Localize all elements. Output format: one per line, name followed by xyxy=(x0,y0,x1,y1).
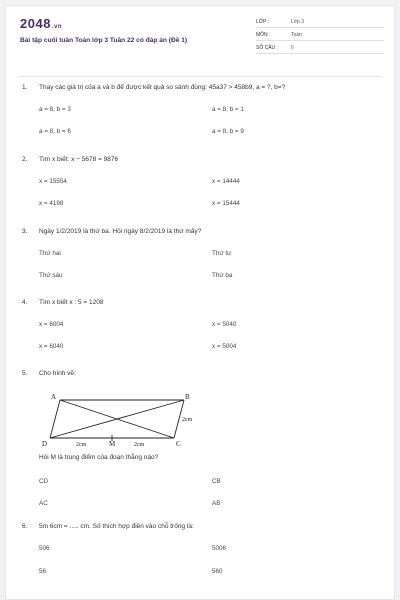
label-d: D xyxy=(42,440,48,448)
answer-option[interactable]: Thứ ba xyxy=(212,272,233,279)
header-divider xyxy=(18,76,382,77)
answer-option[interactable]: x = 5040 xyxy=(212,321,237,328)
answer-option[interactable]: AB xyxy=(212,500,221,507)
question-text: Tìm x biết: x − 5678 = 9876 xyxy=(39,156,119,163)
meta-key: LỚP : xyxy=(256,19,270,25)
question-text: Cho hình vẽ: xyxy=(39,370,76,377)
answer-option[interactable]: a = 8, b = 1 xyxy=(212,106,244,113)
answer-option[interactable]: a = 8, b = 3 xyxy=(39,106,71,113)
question-subtext: Hỏi M là trung điểm của đoạn thẳng nào? xyxy=(39,454,159,461)
question-number: 6. xyxy=(22,523,28,530)
label-b: B xyxy=(185,393,190,401)
answer-option[interactable]: 506 xyxy=(39,545,50,552)
answer-option[interactable]: x = 6040 xyxy=(39,343,64,350)
meta-value: 6 xyxy=(291,45,294,51)
meta-table xyxy=(256,17,384,56)
answer-option[interactable]: CB xyxy=(212,478,221,485)
answer-option[interactable]: Thứ hai xyxy=(39,250,61,257)
answer-option[interactable]: x = 6004 xyxy=(39,321,64,328)
answer-option[interactable]: a = 8, b = 9 xyxy=(212,128,244,135)
label-a: A xyxy=(51,393,57,401)
answer-option[interactable]: 560 xyxy=(212,568,223,575)
diagonal-db xyxy=(50,400,184,438)
question-text: Tìm x biết x : 5 = 1208 xyxy=(39,299,104,306)
edge-da xyxy=(50,400,60,438)
label-m: M xyxy=(109,440,116,448)
answer-option[interactable]: x = 4198 xyxy=(39,200,64,207)
worksheet-title: Bài tập cuối tuần Toán lớp 3 Tuần 22 có đáp án (Đề 1) xyxy=(20,37,188,44)
label-c: C xyxy=(176,440,181,448)
answer-option[interactable]: AC xyxy=(39,500,48,507)
site-logo[interactable]: 2048.vn xyxy=(20,16,63,31)
answer-option[interactable]: x = 5004 xyxy=(212,343,237,350)
parallelogram-figure xyxy=(34,386,204,450)
answer-option[interactable]: Thứ tư xyxy=(212,250,232,257)
meta-row-count xyxy=(256,43,384,54)
meta-row-class xyxy=(256,17,384,28)
worksheet-page xyxy=(5,5,395,600)
answer-option[interactable]: Thứ sáu xyxy=(39,272,63,279)
meta-key: MÔN : xyxy=(256,32,271,38)
question-text: Thay các giá trị của a và b để được kết quả so sánh đúng: 45a37 > 458b9, a = ?, b=? xyxy=(39,84,286,91)
question-number: 3. xyxy=(22,228,28,235)
worksheet-header xyxy=(6,6,394,64)
answer-option[interactable]: a = 8, b = 6 xyxy=(39,128,71,135)
answer-option[interactable]: x = 15444 xyxy=(212,200,240,207)
question-number: 2. xyxy=(22,156,28,163)
label-dm-length: 2cm xyxy=(76,442,87,448)
question-text: 5m 6cm = ..... cm. Số thích hợp điền vào chỗ trống là: xyxy=(39,523,194,530)
answer-option[interactable]: 56 xyxy=(39,568,47,575)
meta-row-subject xyxy=(256,30,384,41)
answer-option[interactable]: CD xyxy=(39,478,49,485)
question-text: Ngày 1/2/2019 là thứ ba. Hỏi ngày 8/2/2019 là thứ mấy? xyxy=(39,228,202,235)
question-number: 1. xyxy=(22,84,28,91)
question-number: 5. xyxy=(22,370,28,377)
label-mc-length: 2cm xyxy=(134,442,145,448)
question-number: 4. xyxy=(22,299,28,306)
meta-key: SỐ CÂU : xyxy=(256,45,278,51)
meta-value: Toán xyxy=(291,32,302,38)
meta-value: Lớp 3 xyxy=(291,19,305,25)
answer-option[interactable]: x = 15554 xyxy=(39,178,67,185)
label-bc-length: 2cm xyxy=(182,417,193,423)
answer-option[interactable]: x = 14444 xyxy=(212,178,240,185)
answer-option[interactable]: 5006 xyxy=(212,545,227,552)
